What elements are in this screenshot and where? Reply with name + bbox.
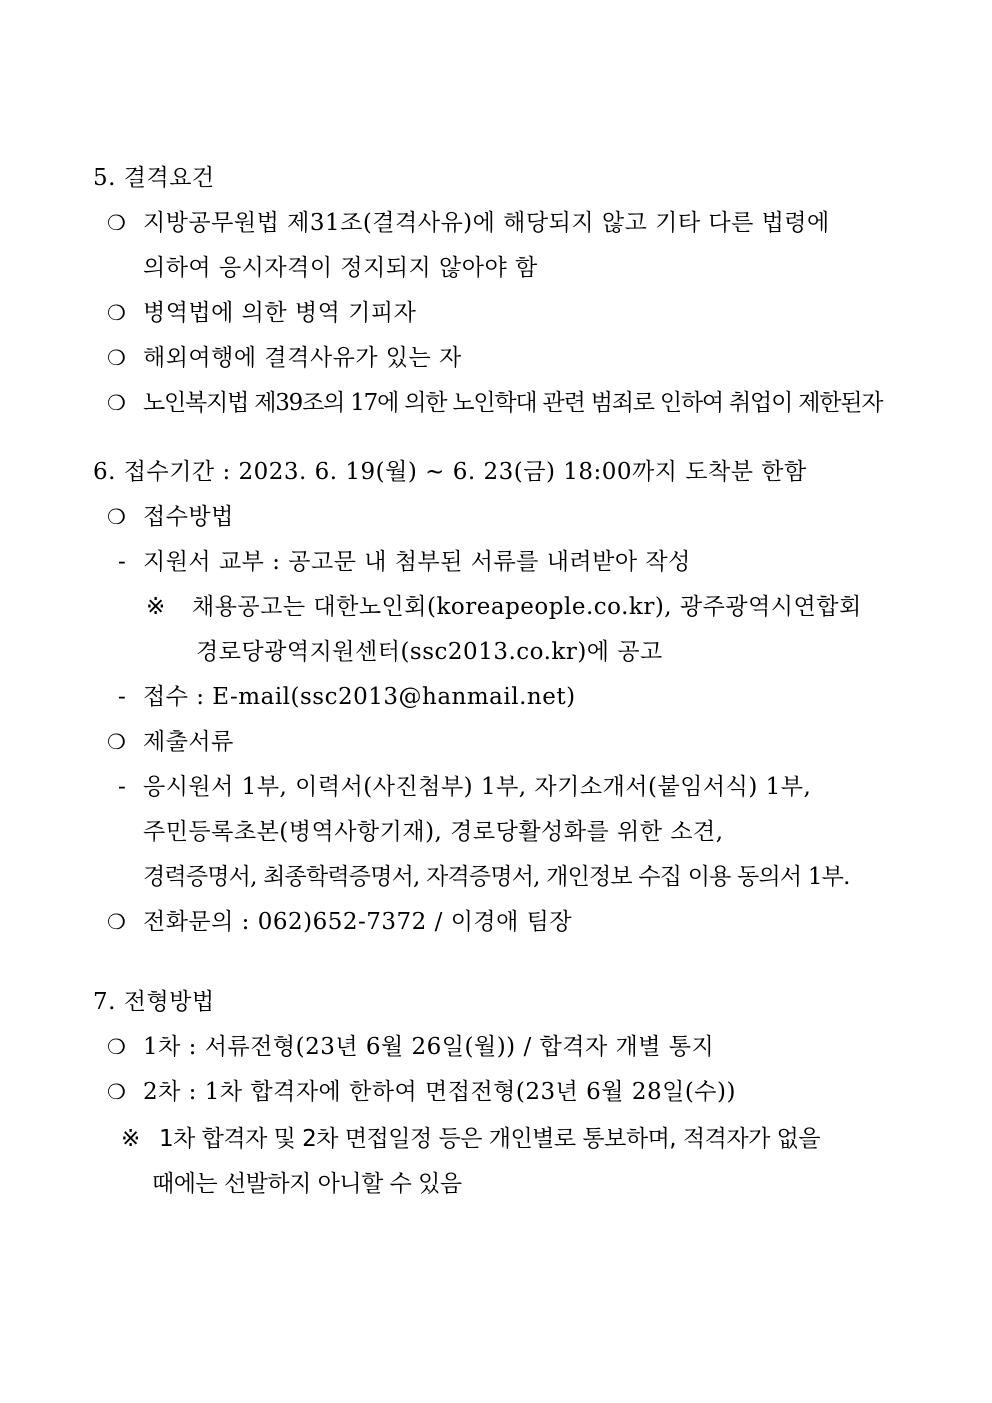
circle-bullet-icon: ❍ <box>107 391 125 415</box>
list-item-continuation: 의하여 응시자격이 정지되지 않아야 함 <box>143 255 538 281</box>
circle-bullet-icon: ❍ <box>107 730 127 754</box>
contact-item <box>107 908 572 936</box>
list-item-text: 병역법에 의한 병역 기피자 <box>143 300 417 326</box>
notice-note-text: 채용공고는 대한노인회(koreapeople.co.kr), 광주광역시연합회 <box>192 594 862 620</box>
list-item <box>107 344 462 372</box>
selection-note-continuation: 때에는 선발하지 아니할 수 있음 <box>152 1171 462 1197</box>
list-item-text: 노인복지법 제39조의 17에 의한 노인학대 관련 범죄로 인하여 취업이 제한된자 <box>143 390 883 416</box>
submission-email-item <box>118 683 576 711</box>
selection-note-text: 1차 합격자 및 2차 면접일정 등은 개인별로 통보하며, 적격자가 없을 <box>159 1126 821 1152</box>
application-form-item <box>118 548 691 576</box>
circle-bullet-icon: ❍ <box>107 301 127 325</box>
list-item-text: 해외여행에 결격사유가 있는 자 <box>143 345 462 371</box>
notice-note <box>146 593 862 621</box>
application-form-text: 지원서 교부 : 공고문 내 첨부된 서류를 내려받아 작성 <box>143 549 691 575</box>
circle-bullet-icon: ❍ <box>107 1080 127 1104</box>
dash-bullet-icon: - <box>118 774 127 800</box>
stage-2-item <box>107 1078 736 1106</box>
documents-continuation: 경력증명서, 최종학력증명서, 자격증명서, 개인정보 수집 이용 동의서 1부. <box>143 864 850 890</box>
section-7-heading: 7. 전형방법 <box>93 989 215 1015</box>
circle-bullet-icon: ❍ <box>107 211 127 235</box>
dash-bullet-icon: - <box>118 549 127 575</box>
circle-bullet-icon: ❍ <box>107 910 127 934</box>
documents-title <box>107 728 234 756</box>
documents-label: 제출서류 <box>143 729 234 755</box>
circle-bullet-icon: ❍ <box>107 505 127 529</box>
circle-bullet-icon: ❍ <box>107 1035 127 1059</box>
stage-1-item <box>107 1033 714 1061</box>
reference-mark-icon: ※ <box>121 1126 140 1152</box>
receipt-method-label: 접수방법 <box>143 504 234 530</box>
section-6-heading: 6. 접수기간 : 2023. 6. 19(월) ∼ 6. 23(금) 18:00까지 도착분 한함 <box>93 459 807 485</box>
section-5-heading: 5. 결격요건 <box>93 165 215 191</box>
list-item <box>107 389 882 417</box>
contact-text: 전화문의 : 062)652-7372 / 이경애 팀장 <box>143 909 573 935</box>
documents-item <box>118 773 811 801</box>
list-item <box>107 209 897 237</box>
list-item-text: 지방공무원법 제31조(결격사유)에 해당되지 않고 기타 다른 법령에 <box>143 210 830 236</box>
stage-2-text: 2차 : 1차 합격자에 한하여 면접전형(23년 6월 28일(수)) <box>143 1079 736 1105</box>
submission-email-text: 접수 : E-mail(ssc2013@hanmail.net) <box>143 684 576 710</box>
documents-text: 응시원서 1부, 이력서(사진첨부) 1부, 자기소개서(붙임서식) 1부, <box>143 774 812 800</box>
list-item <box>107 299 416 327</box>
documents-continuation: 주민등록초본(병역사항기재), 경로당활성화를 위한 소견, <box>143 819 724 845</box>
selection-note <box>121 1125 820 1153</box>
dash-bullet-icon: - <box>118 684 127 710</box>
receipt-method-title <box>107 503 234 531</box>
reference-mark-icon: ※ <box>146 594 166 620</box>
circle-bullet-icon: ❍ <box>107 346 127 370</box>
notice-note-continuation: 경로당광역지원센터(ssc2013.co.kr)에 공고 <box>196 639 663 665</box>
stage-1-text: 1차 : 서류전형(23년 6월 26일(월)) / 합격자 개별 통지 <box>143 1034 715 1060</box>
